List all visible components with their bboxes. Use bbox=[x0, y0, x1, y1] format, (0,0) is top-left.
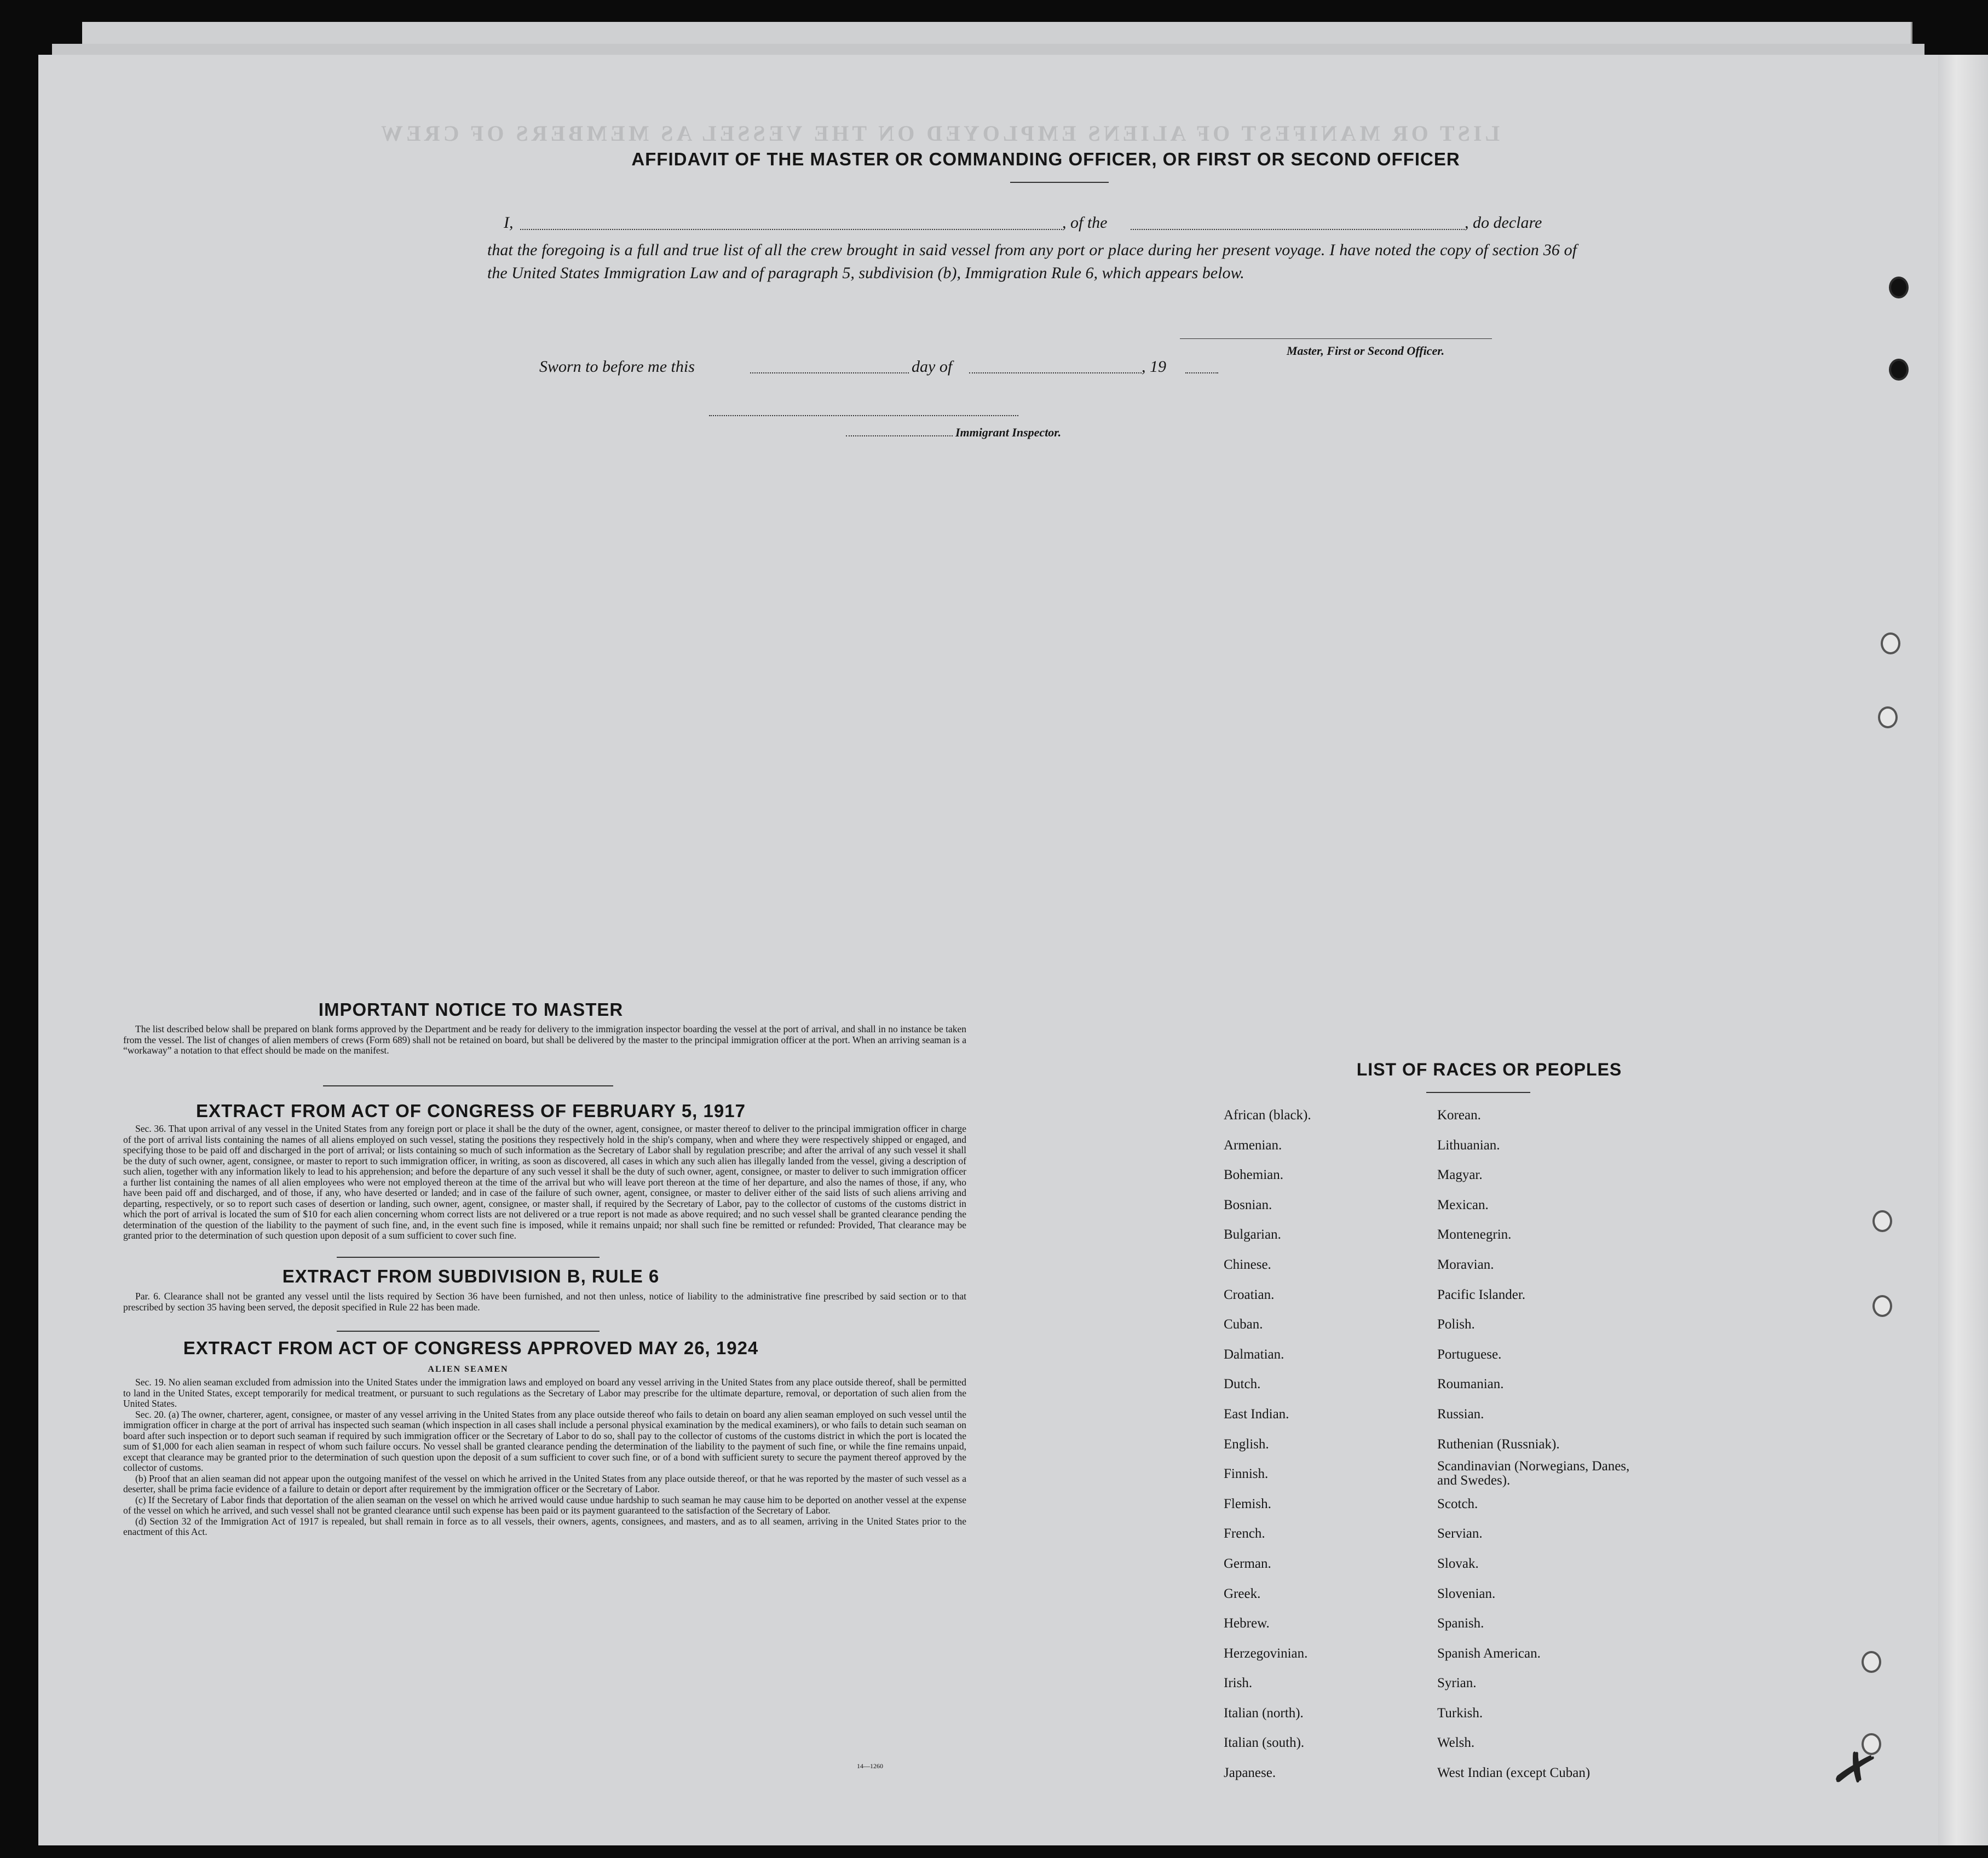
race-item: Spanish American. bbox=[1437, 1646, 1541, 1661]
inspector-label: Immigrant Inspector. bbox=[955, 425, 1062, 439]
affidavit-title: AFFIDAVIT OF THE MASTER OR COMMANDING OFFICER, OR FIRST OR SECOND OFFICER bbox=[631, 149, 1460, 169]
bleed-through-text: LIST OR MANIFEST OF ALIENS EMPLOYED ON THE VESSEL AS MEMBERS OF CREW bbox=[378, 121, 1500, 146]
binder-hole-icon bbox=[1889, 359, 1909, 381]
binder-hole-icon bbox=[1889, 277, 1909, 298]
race-item: Welsh. bbox=[1437, 1735, 1475, 1751]
race-item: West Indian (except Cuban) bbox=[1437, 1765, 1591, 1781]
divider bbox=[1010, 182, 1109, 183]
check-mark-icon: ✗ bbox=[1826, 1738, 1883, 1803]
extract-rule6-title: EXTRACT FROM SUBDIVISION B, RULE 6 bbox=[282, 1266, 660, 1286]
races-left-column bbox=[1224, 1101, 1311, 1788]
binder-hole-icon bbox=[1872, 1210, 1892, 1232]
race-item: Portuguese. bbox=[1437, 1347, 1502, 1362]
notice-paragraph: The list described below shall be prepared on blank forms approved by the Department and be ready for delivery to the immigration inspector boarding the vessel at the port of arrival, and shall in no instance be taken from the vessel. The list of changes of alien members of crews (Form 689) shall not be retained on board, but shall be delivered by the master to the principal immigration officer at the port. When an arriving seaman is a “workaway” a notation to that effect should be made on the manifest. bbox=[123, 1023, 966, 1056]
sworn-label: Sworn to before me this bbox=[539, 358, 695, 376]
race-item: Irish. bbox=[1224, 1676, 1253, 1691]
race-item: Roumanian. bbox=[1437, 1377, 1504, 1392]
divider bbox=[323, 1085, 613, 1086]
race-item: Bohemian. bbox=[1224, 1167, 1284, 1183]
extract-1924-title: EXTRACT FROM ACT OF CONGRESS APPROVED MAY 26, 1924 bbox=[183, 1338, 759, 1358]
race-item: Armenian. bbox=[1224, 1137, 1282, 1153]
race-item: Italian (south). bbox=[1224, 1735, 1305, 1751]
day-of-label: day of bbox=[912, 358, 953, 376]
race-item: Greek. bbox=[1224, 1586, 1261, 1601]
race-item: Polish. bbox=[1437, 1317, 1475, 1332]
race-item: Syrian. bbox=[1437, 1676, 1477, 1691]
races-title: LIST OF RACES OR PEOPLES bbox=[1356, 1060, 1622, 1079]
race-item: Japanese. bbox=[1224, 1765, 1276, 1781]
sworn-month-field[interactable] bbox=[969, 372, 1142, 373]
divider bbox=[337, 1257, 600, 1258]
vessel-field[interactable] bbox=[1131, 229, 1465, 230]
race-item: Dutch. bbox=[1224, 1377, 1261, 1392]
extract-1924-paragraph: (d) Section 32 of the Immigration Act of 1917 is repealed, but shall remain in force as to all vessels, their owners, agents, consignees, and masters, and as to all seamen, arriving in the United States prior to the enactment of this Act. bbox=[123, 1515, 966, 1537]
extract-1924-paragraph: Sec. 19. No alien seaman excluded from admission into the United States under the immigration laws and employed on board any vessel arriving in the United States from any place outside thereof, shall be permitted to land in the United States, except temporarily for medical treatment, or pursuant to such regulations as the Secretary of Labor may prescribe for the ultimate departure, removal, or deportation of such alien from the United States. bbox=[123, 1377, 966, 1409]
extract-1917-paragraph: Sec. 36. That upon arrival of any vessel in the United States from any foreign port or place it shall be the duty of the owner, agent, consignee, or master thereof to deliver to the principal immigration officer in charge of the port of arrival lists containing the names of all aliens employed on such vessel, stating the positions they respectively hold in the ship's company, when and where they were respectively shipped or engaged, and specifying those to be paid off and discharged in the port of arrival; or lists containing so much of such information as the Secretary of Labor shall by regulation prescribe; and after the arrival of any such vessel it shall be the duty of such owner, agent, consignee, or master to report to such immigration officer, in writing, as soon as discovered, all cases in which any such alien has illegally landed from the vessel, giving a description of such alien, together with any information likely to lead to his apprehension; and before the departure of any such vessel it shall be the duty of such owner, agent, consignee, or master to deliver to such immigration officer a further list containing the names of all alien employees who were not employed thereon at the time of the arrival but who will leave port thereon at the time of her departure, and also the names of those, if any, who have been paid off and discharged, and of those, if any, who have deserted or landed; and in case of the failure of such owner, agent, consignee, or master to deliver either of the said lists of such aliens arriving and departing, respectively, or so to report such cases of desertion or landing, such owner, agent, consignee, or master shall, if required by the Secretary of Labor, pay to the collector of customs of the customs district in which the port of arrival is located the sum of $10 for each alien concerning whom correct lists are not delivered or a true report is not made as above required; and no such vessel shall be granted clearance pending the determination of the question of the liability to the payment of such fine, and, in the event such fine is imposed, while it remains unpaid; nor shall such fine be remitted or refunded: Provided, That clearance may be granted prior to the determination of such question upon deposit of a sum sufficient to cover such fine. bbox=[123, 1123, 966, 1241]
form-number: 14—1260 bbox=[857, 1762, 883, 1770]
race-item: Flemish. bbox=[1224, 1496, 1271, 1511]
race-item: Lithuanian. bbox=[1437, 1137, 1500, 1153]
sworn-year-field[interactable] bbox=[1185, 372, 1218, 373]
notice-title: IMPORTANT NOTICE TO MASTER bbox=[318, 999, 624, 1020]
race-item: Servian. bbox=[1437, 1526, 1483, 1541]
notice-text bbox=[123, 1024, 966, 1056]
extract-1924-paragraph: Sec. 20. (a) The owner, charterer, agent, consignee, or master of any vessel arriving in the United States from any place outside thereof who fails to detain on board any alien seaman employed on such vessel until the immigration officer in charge at the port of arrival has inspected such seaman (which inspection in all cases shall include a personal physical examination by the medical examiners), or who fails to detain such seaman on board after such inspection or to deport such seaman if required by such immigration officer or the Secretary of Labor to do so, shall pay to the collector of customs of the customs district in which the port is located the sum of $1,000 for each alien seaman in respect of whom such failure occurs. No vessel shall be granted clearance pending the determination of the liability to the payment of such fine, or while the fine remains unpaid, except that clearance may be granted prior to the determination of such question upon the deposit of a sum sufficient to cover such fine, or of a bond with sufficient surety to secure the payment thereof approved by the collector of customs. bbox=[123, 1408, 966, 1473]
binder-hole-icon bbox=[1878, 706, 1898, 728]
master-signature-field[interactable] bbox=[1180, 338, 1492, 339]
binder-hole-icon bbox=[1862, 1651, 1881, 1673]
race-item: Magyar. bbox=[1437, 1167, 1483, 1183]
divider bbox=[337, 1331, 600, 1332]
race-item: English. bbox=[1224, 1436, 1269, 1452]
race-item: East Indian. bbox=[1224, 1406, 1289, 1422]
extract-1917-text bbox=[123, 1124, 966, 1241]
inspector-signature-field[interactable] bbox=[709, 415, 1018, 416]
race-item: Korean. bbox=[1437, 1108, 1481, 1123]
extract-rule6-text bbox=[123, 1291, 966, 1313]
race-item: Finnish. bbox=[1224, 1466, 1269, 1482]
master-signature-label: Master, First or Second Officer. bbox=[1287, 344, 1445, 358]
year-label: , 19 bbox=[1142, 358, 1166, 376]
race-item: Bulgarian. bbox=[1224, 1227, 1281, 1242]
affidavit-declare-label: , do declare bbox=[1465, 214, 1542, 232]
race-item: Hebrew. bbox=[1224, 1616, 1270, 1631]
race-item: Slovak. bbox=[1437, 1556, 1479, 1571]
sworn-day-field[interactable] bbox=[750, 372, 909, 373]
page-edges bbox=[1938, 55, 1988, 1845]
race-item: Croatian. bbox=[1224, 1287, 1275, 1302]
inspector-dots bbox=[846, 435, 953, 436]
race-item: African (black). bbox=[1224, 1108, 1311, 1123]
race-item: Dalmatian. bbox=[1224, 1347, 1284, 1362]
race-item: Spanish. bbox=[1437, 1616, 1484, 1631]
race-item: Cuban. bbox=[1224, 1317, 1263, 1332]
races-right-column bbox=[1437, 1101, 1634, 1788]
race-item: Russian. bbox=[1437, 1406, 1484, 1422]
race-item: German. bbox=[1224, 1556, 1271, 1571]
race-item: Moravian. bbox=[1437, 1257, 1494, 1272]
race-item: French. bbox=[1224, 1526, 1265, 1541]
race-item: Montenegrin. bbox=[1437, 1227, 1512, 1242]
binder-hole-icon bbox=[1881, 632, 1900, 654]
race-item: Pacific Islander. bbox=[1437, 1287, 1526, 1302]
race-item: Scotch. bbox=[1437, 1496, 1478, 1511]
race-item: Ruthenian (Russniak). bbox=[1437, 1436, 1560, 1452]
affidavit-body: that the foregoing is a full and true list of all the crew brought in said vessel from any port or place during her present voyage. I have noted the copy of section 36 of the United States Immigration Law and of paragraph 5, subdivision (b), Immigration Rule 6, which appears below. bbox=[487, 241, 1577, 282]
extract-1917-title: EXTRACT FROM ACT OF CONGRESS OF FEBRUARY 5, 1917 bbox=[196, 1101, 746, 1121]
race-item: Mexican. bbox=[1437, 1197, 1489, 1212]
race-item: Bosnian. bbox=[1224, 1197, 1272, 1212]
name-field[interactable] bbox=[520, 229, 1062, 230]
race-item: Scandinavian (Norwegians, Danes, and Swedes). bbox=[1437, 1459, 1630, 1488]
affidavit-of-the-label: , of the bbox=[1062, 214, 1108, 232]
extract-1924-text bbox=[123, 1377, 966, 1538]
binder-hole-icon bbox=[1872, 1295, 1892, 1317]
extract-1924-paragraph: (b) Proof that an alien seaman did not appear upon the outgoing manifest of the vessel on which he arrived in the United States from any place outside thereof, or that he was reported by the master of such vessel as a deserter, shall be prima facie evidence of a failure to detain or deport after requirement by the immigration officer or the Secretary of Labor. bbox=[123, 1472, 966, 1494]
race-item: Chinese. bbox=[1224, 1257, 1271, 1272]
affidavit-i-label: I, bbox=[504, 214, 514, 232]
extract-1924-paragraph: (c) If the Secretary of Labor finds that deportation of the alien seaman on the vessel on which he arrived would cause undue hardship to such seaman he may cause him to be deported on another vessel at the expense of the vessel on which he arrived, and such vessel shall not be granted clearance until such expense has been paid or its payment guaranteed to the satisfaction of the Secretary of Labor. bbox=[123, 1494, 966, 1516]
divider bbox=[1426, 1092, 1530, 1093]
document-page bbox=[38, 55, 1938, 1845]
race-item: Slovenian. bbox=[1437, 1586, 1496, 1601]
race-item: Turkish. bbox=[1437, 1705, 1483, 1721]
race-item: Italian (north). bbox=[1224, 1705, 1304, 1721]
alien-seamen-subtitle: ALIEN SEAMEN bbox=[428, 1365, 509, 1374]
extract-rule6-paragraph: Par. 6. Clearance shall not be granted any vessel until the lists required by Section 36 have been furnished, and not then unless, notice of liability to the administrative fine prescribed by said section or to that prescribed by section 35 having been served, the deposit specified in Rule 22 has been made. bbox=[123, 1291, 966, 1313]
race-item: Herzegovinian. bbox=[1224, 1646, 1308, 1661]
